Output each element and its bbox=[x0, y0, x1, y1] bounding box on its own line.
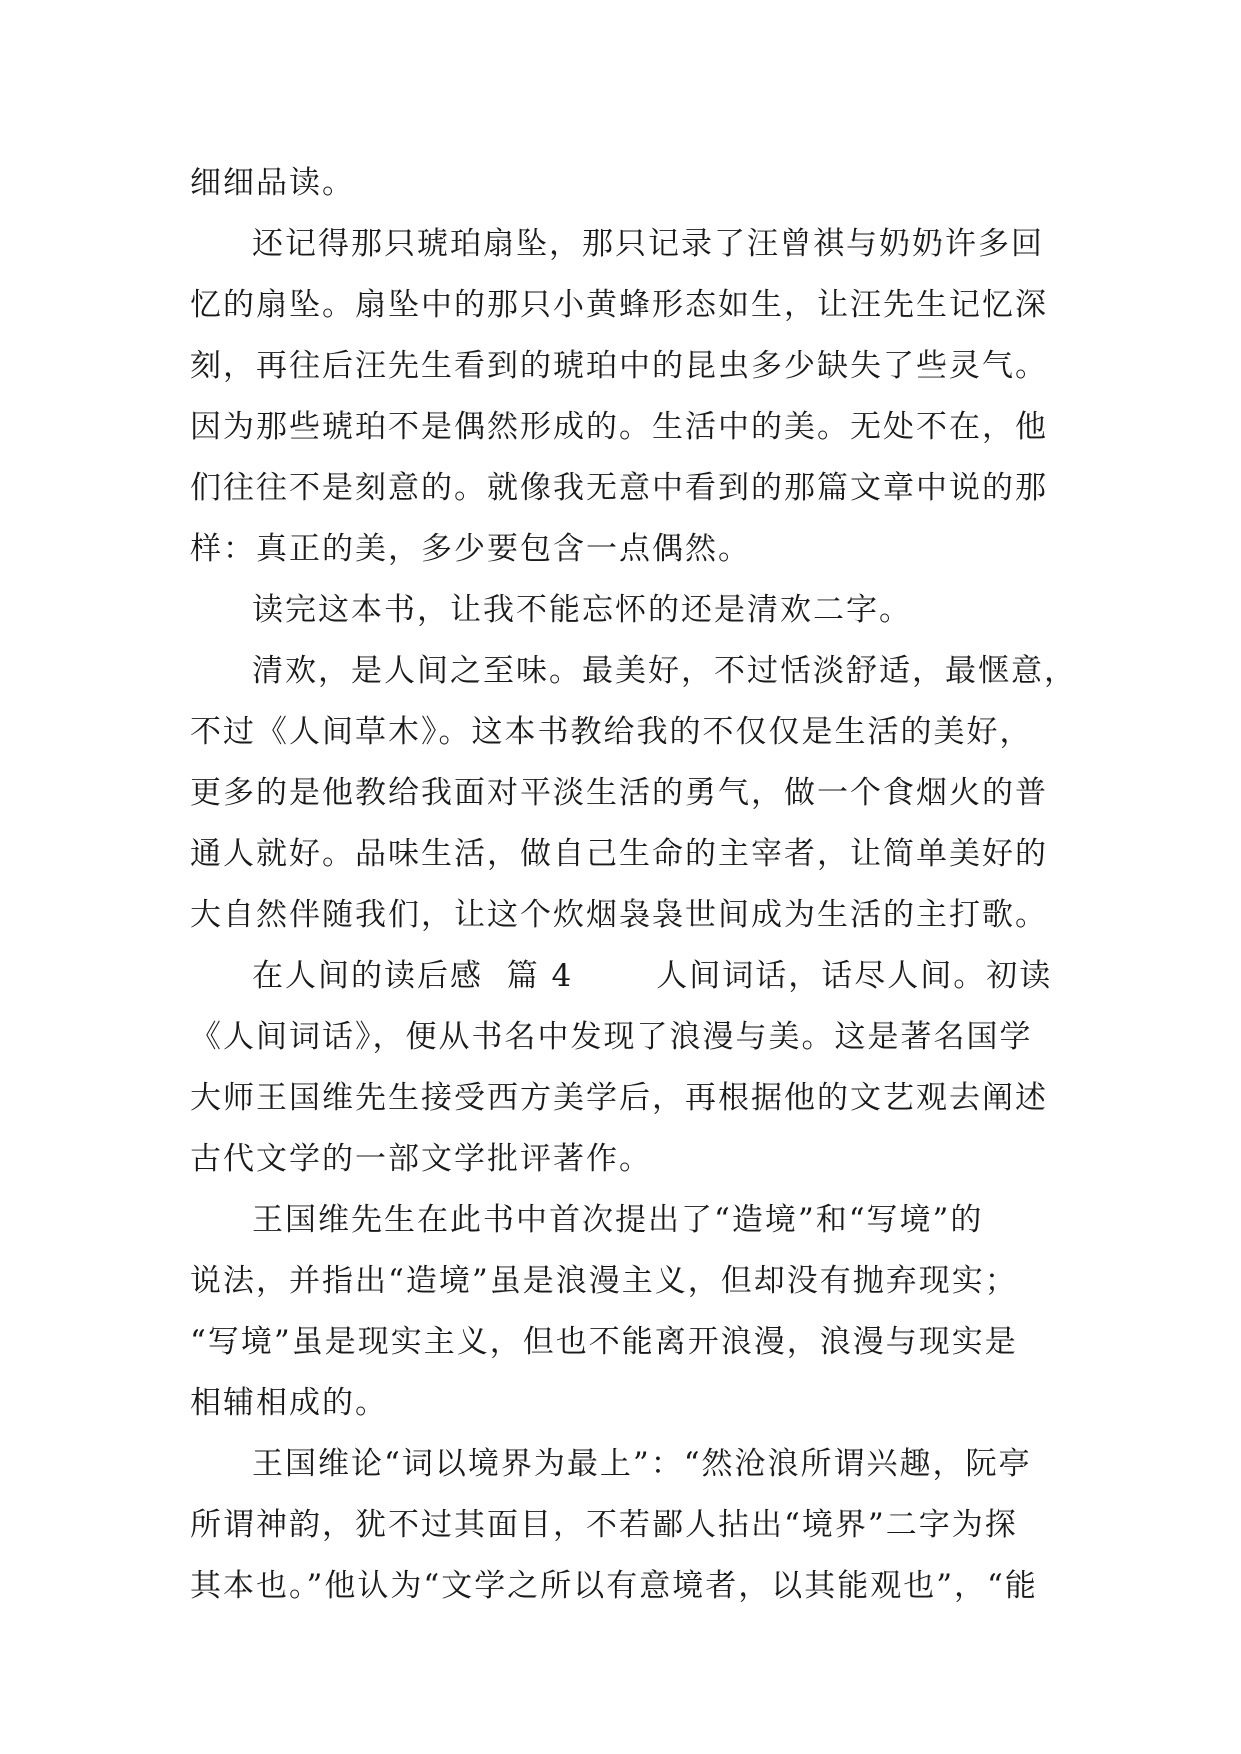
text-line: 样：真正的美，多少要包含一点偶然。 bbox=[190, 531, 751, 567]
document-body bbox=[190, 153, 1077, 1617]
text-line: 读完这本书，让我不能忘怀的还是清欢二字。 bbox=[252, 592, 912, 628]
text-line: 因为那些琥珀不是偶然形成的。生活中的美。无处不在，他 bbox=[190, 409, 1048, 445]
text-line: 还记得那只琥珀扇坠，那只记录了汪曾祺与奶奶许多回 bbox=[252, 226, 1044, 262]
text-line: 其本也。”他认为“文学之所以有意境者，以其能观也”，“能 bbox=[190, 1568, 1038, 1604]
text-line: 清欢，是人间之至味。最美好，不过恬淡舒适，最惬意， bbox=[252, 653, 1077, 689]
text-line: 们往往不是刻意的。就像我无意中看到的那篇文章中说的那 bbox=[190, 470, 1048, 506]
text-line: 不过《人间草木》。这本书教给我的不仅仅是生活的美好， bbox=[190, 714, 1033, 750]
text-line: 大自然伴随我们，让这个炊烟袅袅世间成为生活的主打歌。 bbox=[190, 897, 1048, 933]
text-line: 通人就好。品味生活，做自己生命的主宰者，让简单美好的 bbox=[190, 836, 1048, 872]
text-line: 王国维论“词以境界为最上”：“然沧浪所谓兴趣，阮亭 bbox=[252, 1446, 1032, 1482]
text-line: “写境”虽是现实主义，但也不能离开浪漫，浪漫与现实是 bbox=[190, 1324, 1018, 1360]
section-heading-line: 在人间的读后感 篇 4 人间词话，话尽人间。初读 bbox=[252, 958, 1053, 994]
text-line: 细细品读。 bbox=[190, 165, 355, 201]
text-line: 王国维先生在此书中首次提出了“造境”和“写境”的 bbox=[252, 1202, 984, 1238]
text-line: 《人间词话》，便从书名中发现了浪漫与美。这是著名国学 bbox=[190, 1019, 1033, 1055]
text-line: 古代文学的一部文学批评著作。 bbox=[190, 1141, 652, 1177]
text-line: 相辅相成的。 bbox=[190, 1385, 388, 1421]
text-line: 说法，并指出“造境”虽是浪漫主义，但却没有抛弃现实； bbox=[190, 1263, 1018, 1299]
text-line: 所谓神韵，犹不过其面目，不若鄙人拈出“境界”二字为探 bbox=[190, 1507, 1018, 1543]
text-line: 忆的扇坠。扇坠中的那只小黄蜂形态如生，让汪先生记忆深 bbox=[190, 287, 1048, 323]
text-line: 更多的是他教给我面对平淡生活的勇气，做一个食烟火的普 bbox=[190, 775, 1048, 811]
text-line: 大师王国维先生接受西方美学后，再根据他的文艺观去阐述 bbox=[190, 1080, 1048, 1116]
text-line: 刻，再往后汪先生看到的琥珀中的昆虫多少缺失了些灵气。 bbox=[190, 348, 1048, 384]
